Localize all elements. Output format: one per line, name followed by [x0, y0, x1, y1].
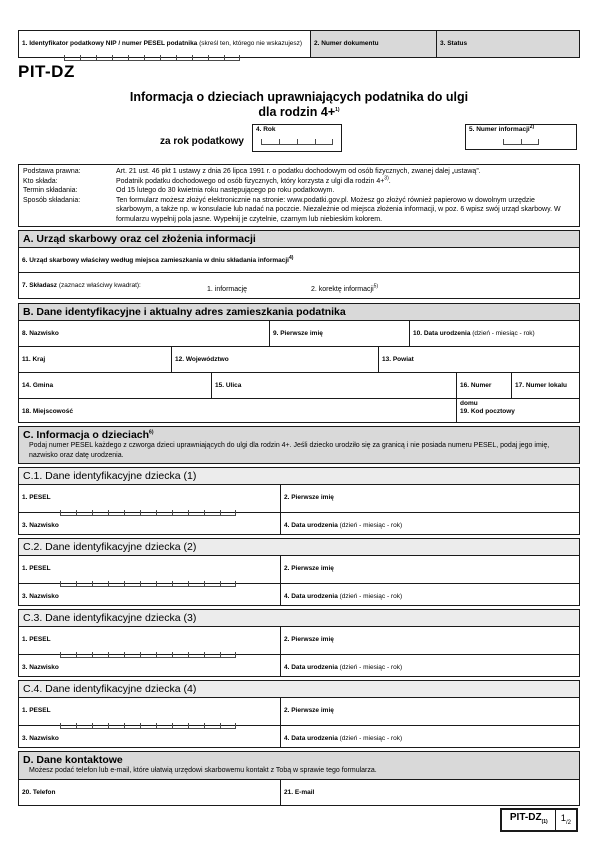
option-korekta-footnote-marker: 5) [373, 283, 379, 290]
field-rok-label: 4. Rok [256, 126, 276, 133]
field-pierwsze-imie[interactable]: 9. Pierwsze imię [269, 321, 409, 346]
field-skladasz-label: 7. Składasz (zaznacz właściwy kwadrat): [22, 282, 141, 289]
section-c-description: Podaj numer PESEL każdego z czworga dzieci uprawniających do ulgi dla rodzin 4+. Jeśli dziecko urodziło się za granicą i nie posiada numeru PESEL, podaj jego imię, nazwisko oraz datę urodzenia. [29, 442, 550, 459]
child-2-row-1 [18, 556, 580, 584]
footer-page-total: /2 [565, 819, 571, 826]
field-skladasz [19, 273, 579, 298]
field-nazwisko[interactable]: 8. Nazwisko [22, 330, 59, 337]
field-numer-lokalu[interactable]: 17. Numer lokalu [511, 373, 579, 398]
page-footer [500, 808, 578, 832]
child-3-block [18, 609, 580, 677]
form-title-line1: Informacja o dzieciach uprawniających podatnika do ulgi [129, 90, 469, 104]
section-b-row-4 [18, 399, 580, 423]
child-3-header: C.3. Dane identyfikacyjne dziecka (3) [18, 609, 580, 627]
legal-text: Podatnik podatku dochodowego od osób fizycznych, który korzysta z ulgi dla rodzin 4+$^{3)}$. [116, 175, 391, 185]
child-1-imie[interactable]: 2. Pierwsze imię [280, 485, 579, 512]
section-b-row-3 [18, 373, 580, 407]
field-numer-informacji[interactable] [465, 124, 577, 150]
legal-basis-block [18, 164, 580, 227]
legal-row-kto [19, 177, 579, 187]
field-nip-pesel-label: 1. Identyfikator podatkowy NIP / numer PESEL podatnika [22, 40, 198, 47]
title-footnote-marker: 1) [335, 106, 340, 113]
section-d-title: D. Dane kontaktowe [23, 754, 123, 766]
legal-label: Sposób składania: [23, 196, 81, 204]
tax-year-label: za rok podatkowy [160, 136, 244, 147]
legal-row-sposob [19, 196, 579, 225]
child-4-header: C.4. Dane identyfikacyjne dziecka (4) [18, 680, 580, 698]
footer-version-marker: (1) [541, 819, 548, 825]
numer-informacji-footnote-marker: 2) [529, 123, 535, 130]
form-title [18, 90, 580, 120]
child-3-row-1 [18, 627, 580, 655]
field-kod-pocztowy[interactable]: 19. Kod pocztowy [456, 399, 579, 422]
nip-pesel-comb-input[interactable] [64, 55, 307, 61]
child-3-nazwisko[interactable]: 3. Nazwisko [22, 664, 59, 671]
child-4-nazwisko[interactable]: 3. Nazwisko [22, 735, 59, 742]
child-1-nazwisko[interactable]: 3. Nazwisko [22, 522, 59, 529]
child-2-block [18, 538, 580, 606]
tax-year-row [18, 124, 580, 156]
field-kraj[interactable]: 11. Kraj [22, 356, 46, 363]
field-powiat[interactable]: 13. Powiat [378, 347, 579, 372]
form-code: PIT-DZ [18, 62, 75, 81]
section-d-row [18, 780, 580, 806]
field-ulica[interactable]: 15. Ulica [211, 373, 456, 398]
section-c-footnote-marker: 6) [149, 429, 154, 436]
child-1-pesel[interactable]: 1. PESEL [19, 485, 280, 512]
field-wojewodztwo[interactable]: 12. Województwo [171, 347, 378, 372]
field-numer-dokumentu [311, 31, 437, 57]
field-email[interactable]: 21. E-mail [280, 780, 579, 805]
child-4-row-1 [18, 698, 580, 726]
child-4-row-2 [18, 726, 580, 748]
section-a-header: A. Urząd skarbowy oraz cel złożenia informacji [18, 230, 580, 248]
legal-text: Art. 21 ust. 46 pkt 1 ustawy z dnia 26 lipca 1991 r. o podatku dochodowym od osób fizycznych, zwanej dalej „ustawą”. [116, 168, 481, 175]
legal-text: Ten formularz możesz złożyć elektronicznie na stronie: www.podatki.gov.pl. Możesz go złożyć również papierowo w dowolnym urzędzie skarbowym, a także np. w konsulacie lub nadać na poczcie. Niezależnie od miejsca złożenia informacji, w poz. 6 wpisz swój urząd skarbowy. W formularzu wypełnij pola jasne. Wypełnij je czytelnie, czarnym lub niebieskim kolorem. [116, 196, 561, 223]
field-telefon[interactable]: 20. Telefon [22, 788, 56, 796]
field-6-row [18, 248, 580, 273]
section-b-row-1 [18, 321, 580, 347]
section-d-header [18, 751, 580, 780]
child-3-data-urodzenia[interactable]: 4. Data urodzenia (dzień - miesiąc - rok) [280, 655, 579, 676]
section-b-header: B. Dane identyfikacyjne i aktualny adres zamieszkania podatnika [18, 303, 580, 321]
footer-form-code: PIT-$DZ_{(1)}$ [509, 812, 548, 825]
child-1-row-2 [18, 513, 580, 535]
child-2-data-urodzenia[interactable]: 4. Data urodzenia (dzień - miesiąc - rok) [280, 584, 579, 605]
legal-row-termin [19, 186, 579, 196]
section-b-row-2 [18, 347, 580, 373]
child-1-data-urodzenia[interactable]: 4. Data urodzenia (dzień - miesiąc - rok) [280, 513, 579, 534]
legal-label: Podstawa prawna: [23, 168, 81, 175]
legal-label: Kto składa: [23, 177, 58, 185]
form-sheet [18, 30, 580, 826]
child-4-block [18, 680, 580, 748]
field-7-row [18, 273, 580, 299]
child-3-row-2 [18, 655, 580, 677]
child-1-block [18, 467, 580, 535]
legal-text: Od 15 lutego do 30 kwietnia roku następującego po roku podatkowym. [116, 187, 335, 194]
section-c-header [18, 426, 580, 464]
child-2-row-2 [18, 584, 580, 606]
child-2-pesel[interactable]: 1. PESEL [19, 556, 280, 583]
field-data-urodzenia[interactable]: 10. Data urodzenia (dzień - miesiąc - rok) [409, 321, 579, 346]
section-d-description: Możesz podać telefon lub e-mail, które ułatwią urzędowi skarbowemu kontakt z Tobą w sprawie tego formularza. [29, 767, 377, 774]
field-numer-informacji-label: 5. Numer informacji$^{2)}$ [469, 123, 535, 133]
rok-comb-input[interactable] [261, 139, 333, 145]
field-status-label: 3. Status [440, 40, 468, 47]
child-2-nazwisko[interactable]: 3. Nazwisko [22, 593, 59, 600]
child-3-pesel[interactable]: 1. PESEL [19, 627, 280, 654]
legal-label: Termin składania: [23, 187, 78, 194]
child-2-header: C.2. Dane identyfikacyjne dziecka (2) [18, 538, 580, 556]
child-4-pesel[interactable]: 1. PESEL [19, 698, 280, 725]
option-korekta[interactable]: 2. korektę informacji$^{5)}$ [311, 283, 379, 293]
field-numer-domu[interactable]: 16. Numer domu [456, 373, 511, 398]
top-identification-row [18, 30, 580, 58]
field-rok[interactable] [252, 124, 342, 152]
child-1-row-1 [18, 485, 580, 513]
child-2-imie[interactable]: 2. Pierwsze imię [280, 556, 579, 583]
option-informacja[interactable]: 1. informację [207, 286, 248, 293]
field-urzad-skarbowy-label: 6. Urząd skarbowy właściwy według miejsca zamieszkania w dniu składania informacji$^{4)}$ [22, 254, 294, 264]
child-3-imie[interactable]: 2. Pierwsze imię [280, 627, 579, 654]
field-6-footnote-marker: 4) [288, 254, 294, 261]
child-4-data-urodzenia[interactable]: 4. Data urodzenia (dzień - miesiąc - rok) [280, 726, 579, 747]
section-c-title: C. Informacja o dzieciach$^{6)}$ [23, 429, 154, 441]
field-status [437, 31, 579, 57]
child-4-imie[interactable]: 2. Pierwsze imię [280, 698, 579, 725]
field-numer-dokumentu-label: 2. Numer dokumentu [314, 40, 379, 47]
kto-footnote-marker: 3) [384, 175, 389, 182]
field-urzad-skarbowy[interactable] [19, 248, 579, 272]
child-1-header: C.1. Dane identyfikacyjne dziecka (1) [18, 467, 580, 485]
numer-informacji-comb-input[interactable] [503, 139, 539, 145]
field-nip-pesel-note: (skreśl ten, którego nie wskazujesz) [197, 40, 303, 47]
footer-page-number: $1_{/2}$ [555, 810, 576, 830]
field-gmina[interactable]: 14. Gmina [22, 382, 54, 389]
field-nip-pesel[interactable] [19, 31, 311, 57]
form-title-line2: dla rodzin 4+$^{1)}$ [258, 105, 340, 119]
field-miejscowosc[interactable]: 18. Miejscowość [22, 408, 73, 415]
legal-row-podstawa [19, 167, 579, 177]
